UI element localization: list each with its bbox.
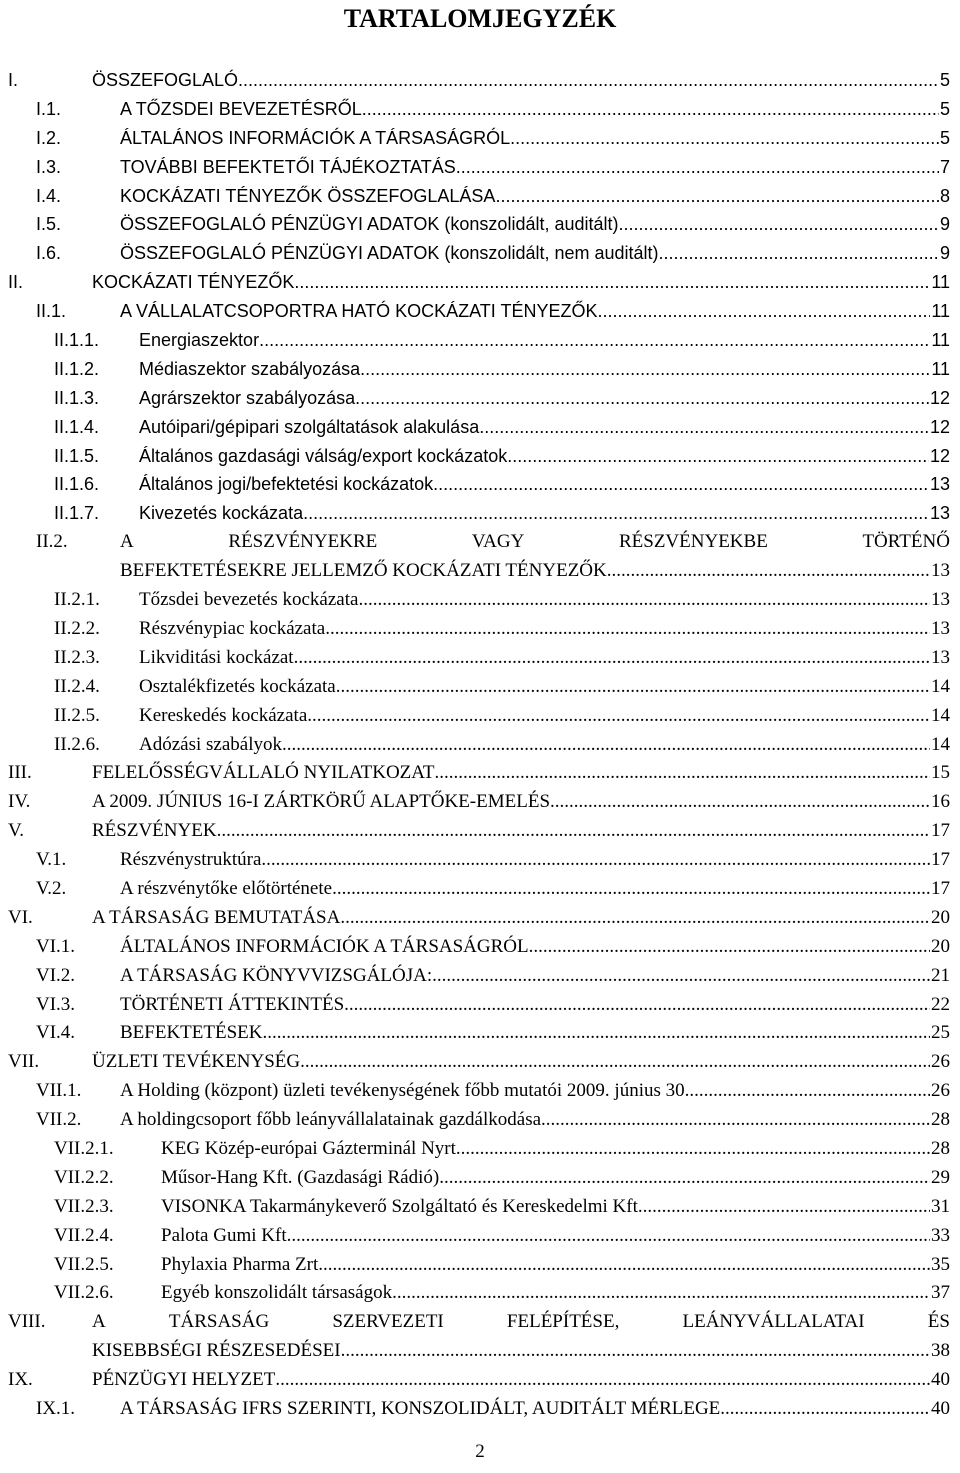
dot-leader [323,1251,930,1280]
dot-leader [461,1135,930,1164]
toc-entry-line [161,1135,950,1164]
toc-entry-page: 13 [931,560,950,582]
toc-entry-number: II.2.1. [54,589,100,611]
toc-entry-line [120,153,950,182]
dot-leader [529,933,930,962]
toc-entry[interactable] [0,702,960,731]
toc-entry-page: 26 [931,1051,950,1073]
toc-entry-page: 17 [931,820,950,842]
toc-entry[interactable] [0,182,960,211]
toc-entry-page: 40 [931,1369,950,1391]
toc-entry-number: VI.3. [36,993,76,1015]
toc-entry[interactable] [0,904,960,933]
toc-entry-line [120,95,950,124]
dot-leader [432,962,930,991]
dot-leader [619,210,939,239]
toc-entry-page: 13 [929,503,950,524]
toc-entry[interactable] [0,817,960,846]
toc-entry-number: VII. [8,1051,40,1073]
toc-entry-page: 16 [931,791,950,813]
toc-entry-page: 5 [939,70,950,90]
toc-entry-title: A TÁRSASÁG KÖNYVVIZSGÁLÓJA: [120,964,433,986]
toc-entry[interactable] [0,1019,960,1048]
toc-entry-line [139,644,950,673]
dot-leader [336,673,930,702]
toc-entry-line [139,499,950,528]
toc-entry[interactable] [0,1222,960,1251]
dot-leader [340,904,930,933]
toc-entry-title: PÉNZÜGYI HELYZET [92,1369,276,1391]
dot-leader [341,1337,930,1366]
dot-leader [360,355,930,384]
dot-leader [495,182,939,211]
toc-entry-page: 13 [931,589,950,611]
toc-entry-page: 15 [931,762,950,784]
toc-entry-page: 5 [939,98,950,119]
toc-entry-title: A 2009. JÚNIUS 16-I ZÁRTKÖRŰ ALAPTŐKE-EMELÉS [92,791,551,813]
toc-entry-title: BEFEKTETÉSEK [120,1022,263,1044]
toc-entry-line [92,268,950,297]
dot-leader [510,124,939,153]
toc-entry-title-word: VAGY [471,531,525,553]
toc-entry-line [161,1279,950,1308]
toc-entry-page: 13 [929,474,950,495]
toc-entry-line [120,991,950,1020]
toc-entry[interactable] [0,413,960,442]
toc-entry-page: 20 [931,935,950,957]
toc-entry-number: II.2.5. [54,704,100,726]
toc-entry-title: TÖRTÉNETI ÁTTEKINTÉS [120,993,345,1015]
toc-entry-line [161,1193,950,1222]
dot-leader [439,1164,930,1193]
toc-entry[interactable] [0,442,960,471]
page-title: TARTALOMJEGYZÉK [343,4,617,33]
toc-entry-number: VII.2. [36,1109,82,1131]
toc-entry-number: VI.1. [36,935,76,957]
toc-entry[interactable] [0,846,960,875]
toc-entry[interactable] [0,991,960,1020]
toc-entry-number: I.2. [36,127,62,148]
toc-entry-line [120,962,950,991]
toc-entry[interactable] [0,95,960,124]
toc-entry-title: Részvénypiac kockázata [139,617,326,639]
toc-entry-title-word: LEÁNYVÁLLALATAI [682,1311,865,1333]
toc-entry-number: VI. [8,906,33,928]
toc-entry-page: 12 [929,387,950,408]
toc-entry-line [92,1337,950,1366]
dot-leader [303,499,929,528]
toc-entry-number: II.1. [36,301,67,322]
dot-leader [435,759,931,788]
toc-entry-title: Részvénystruktúra [120,849,262,871]
dot-leader [479,413,929,442]
toc-entry-page: 12 [929,445,950,466]
toc-entry-line [139,355,950,384]
toc-entry-page: 26 [931,1080,950,1102]
toc-entry-number: VII.2.5. [54,1253,114,1275]
toc-entry[interactable] [0,1279,960,1308]
toc-entry[interactable] [0,66,960,95]
toc-entry-number: VII.2.1. [54,1137,114,1159]
toc-entry-page: 9 [939,214,950,235]
toc-entry-line [139,586,950,615]
toc-entry-page: 5 [939,127,950,148]
toc-entry-page: 29 [931,1166,950,1188]
dot-leader [456,153,939,182]
toc-entry-line [92,66,950,95]
toc-entry-number: II. [8,272,24,293]
toc-entry-number: I.4. [36,185,62,206]
toc-entry-number: I.3. [36,156,62,177]
toc-entry-page: 37 [931,1282,950,1304]
toc-entry-page: 17 [931,877,950,899]
toc-entry[interactable] [0,326,960,355]
dot-leader [689,1077,930,1106]
toc-entry-line [120,1106,950,1135]
toc-entry-line [139,673,950,702]
toc-entry-title: KOCKÁZATI TÉNYEZŐK ÖSSZEFOGLALÁSA [120,185,496,206]
toc-entry-number: II.1.1. [54,330,100,351]
dot-leader [261,846,930,875]
toc-entry-line [120,875,950,904]
toc-entry-page: 8 [939,185,950,206]
toc-entry-page: 14 [931,704,950,726]
toc-entry-number: VII.2.3. [54,1195,114,1217]
toc-entry-number: IX.1. [36,1398,76,1419]
toc-entry-line [139,731,950,760]
toc-entry[interactable] [0,239,960,268]
toc-entry-line [120,1395,950,1424]
toc-entry-line [120,124,950,153]
toc-entry-line [139,326,950,355]
toc-entry-line [120,210,950,239]
toc-entry-title-word: RÉSZVÉNYEKBE [618,531,768,553]
toc-entry-title: Általános gazdasági válság/export kockázatok [139,445,508,466]
toc-entry[interactable] [0,1135,960,1164]
toc-entry-line [161,1164,950,1193]
toc-entry-title: Tőzsdei bevezetés kockázata [139,589,359,611]
toc-entry-line [120,846,950,875]
toc-entry[interactable] [0,1395,960,1424]
toc-entry-title: Autóipari/gépipari szolgáltatások alakulása [139,416,480,437]
toc-entry-title: FELELŐSSÉGVÁLLALÓ NYILATKOZAT [92,762,435,784]
toc-entry-page: 28 [931,1137,950,1159]
toc-entry[interactable] [0,1164,960,1193]
toc-entry[interactable] [0,1251,960,1280]
toc-entry-title-word: FELÉPÍTÉSE, [506,1311,620,1333]
toc-entry-title: A TŐZSDEI BEVEZETÉSRŐL [120,98,362,119]
toc-entry-number: II.1.3. [54,387,100,408]
toc-entry-page: 11 [931,301,950,322]
toc-entry-page: 20 [931,906,950,928]
toc-entry[interactable] [0,210,960,239]
toc-entry-line [139,442,950,471]
dot-leader [597,297,930,326]
toc-entry-page: 21 [931,964,950,986]
toc-entry-title: A Holding (központ) üzleti tevékenységének főbb mutatói 2009. június 30. [120,1080,690,1102]
toc-entry-page: 22 [931,993,950,1015]
dot-leader [358,586,930,615]
toc-entry[interactable] [0,673,960,702]
toc-entry-title: TOVÁBBI BEFEKTETŐI TÁJÉKOZTATÁS [120,156,456,177]
toc-entry[interactable] [0,962,960,991]
toc-entry-number: IV. [8,791,31,813]
toc-entry-title: ÖSSZEFOGLALÓ PÉNZÜGYI ADATOK (konszolidált, auditált) [120,214,619,235]
dot-leader [238,66,939,95]
toc-entry-number: VI.4. [36,1022,76,1044]
toc-entry-number: II.2. [36,531,68,553]
toc-entry-page: 11 [931,272,950,293]
toc-entry-title: ÖSSZEFOGLALÓ PÉNZÜGYI ADATOK (konszolidált, nem auditált) [120,243,659,264]
toc-entry-title: Kivezetés kockázata [139,503,304,524]
toc-entry[interactable] [0,384,960,413]
toc-entry-line [120,1019,950,1048]
toc-entry-number: VII.2.6. [54,1282,114,1304]
toc-entry-line [161,1251,950,1280]
toc-entry[interactable] [0,586,960,615]
toc-entry-number: I.1. [36,98,62,119]
dot-leader [355,384,929,413]
toc-entry-number: I.5. [36,214,62,235]
toc-entry[interactable] [0,731,960,760]
toc-entry-number: VII.2.2. [54,1166,114,1188]
toc-entry-title: Likviditási kockázat [139,646,294,668]
dot-leader [344,991,930,1020]
toc-entry-title: Médiaszektor szabályozása [139,358,361,379]
toc-entry-title: ÁLTALÁNOS INFORMÁCIÓK A TÁRSASÁGRÓL [120,127,511,148]
toc-entry-line [161,1222,950,1251]
toc-entry[interactable] [0,644,960,673]
toc-entry-line [139,615,950,644]
toc-entry-page: 31 [931,1195,950,1217]
toc-entry-title: KISEBBSÉGI RÉSZESEDÉSEI [92,1340,341,1362]
toc-entry-title-word: RÉSZVÉNYEKRE [228,531,378,553]
toc-entry-title: ÜZLETI TEVÉKENYSÉG [92,1051,301,1073]
dot-leader [291,1222,930,1251]
toc-entry-number: II.2.4. [54,675,100,697]
toc-entry[interactable] [0,1077,960,1106]
toc-entry-title-word: SZERVEZETI [332,1311,444,1333]
toc-entry-number: VIII. [8,1311,46,1333]
dot-leader [643,1193,930,1222]
toc-entry-page: 28 [931,1109,950,1131]
toc-entry-number: II.2.2. [54,617,100,639]
toc-entry-number: V. [8,820,25,842]
toc-entry-line [120,933,950,962]
toc-entry[interactable] [0,124,960,153]
toc-entry-title: A holdingcsoport főbb leányvállalatainak gazdálkodása [120,1109,542,1131]
toc-entry-number: II.1.2. [54,358,100,379]
toc-entry-page: 33 [931,1224,950,1246]
dot-leader [263,1019,931,1048]
toc-entry-number: II.1.4. [54,416,100,437]
toc-entry-page: 40 [931,1398,950,1419]
dot-leader [433,470,929,499]
toc-entry-number: II.2.6. [54,733,100,755]
toc-entry-number: I.6. [36,243,62,264]
toc-entry-line [139,384,950,413]
toc-entry-line [92,759,950,788]
toc-entry-title: Agrárszektor szabályozása [139,387,356,408]
toc-entry-page: 13 [931,646,950,668]
toc-entry-number: III. [8,762,32,784]
toc-entry-title: VISONKA Takarmánykeverő Szolgáltató és Kereskedelmi Kft. [161,1195,643,1217]
toc-entry-title: Osztalékfizetés kockázata [139,675,336,697]
toc-entry[interactable] [0,297,960,326]
toc-entry-title: KEG Közép-európai Gázterminál Nyrt. [161,1137,461,1159]
toc-entry-line [139,702,950,731]
toc-entry-title: A VÁLLALATCSOPORTRA HATÓ KOCKÁZATI TÉNYEZŐK [120,301,598,322]
toc-entry-page: 17 [931,849,950,871]
dot-leader [294,644,930,673]
toc-entry-number: II.1.5. [54,445,100,466]
toc-entry[interactable] [0,528,960,586]
page-number: 2 [475,1441,485,1462]
toc-entry-line [92,817,950,846]
dot-leader [332,875,930,904]
toc-entry-line [92,788,950,817]
toc-entry-title: ÁLTALÁNOS INFORMÁCIÓK A TÁRSASÁGRÓL [120,935,529,957]
toc-entry-title: A TÁRSASÁG BEMUTATÁSA [92,906,341,928]
toc-entry-number: V.2. [36,877,67,899]
dot-leader [550,788,930,817]
toc-entry-title-word: A [120,531,134,553]
toc-entry-title: Phylaxia Pharma Zrt. [161,1253,323,1275]
toc-entry-title-line1 [120,528,950,557]
toc-entry-page: 35 [931,1253,950,1275]
toc-entry[interactable] [0,1048,960,1077]
toc-entry-title: ÖSSZEFOGLALÓ [92,70,239,90]
dot-leader [720,1395,930,1424]
toc-entry[interactable] [0,153,960,182]
toc-entry-line [120,182,950,211]
toc-entry-title: BEFEKTETÉSEKRE JELLEMZŐ KOCKÁZATI TÉNYEZŐK [120,560,607,582]
toc-entry-title: Kereskedés kockázata [139,704,308,726]
toc-entry[interactable] [0,268,960,297]
toc-entry-number: I. [8,70,19,90]
toc-entry-title-line1 [92,1308,950,1337]
toc-entry[interactable] [0,759,960,788]
toc-entry-line [120,297,950,326]
toc-entry-number: IX. [8,1369,33,1391]
toc-entry-number: V.1. [36,849,67,871]
toc-entry[interactable] [0,1106,960,1135]
toc-entry-number: II.1.6. [54,474,100,495]
dot-leader [294,268,930,297]
toc-entry-line [139,413,950,442]
dot-leader [392,1279,930,1308]
toc-entry-page: 14 [931,733,950,755]
toc-entry-title-word: ÉS [927,1311,950,1333]
toc-entry-title: Palota Gumi Kft. [161,1224,292,1246]
toc-entry[interactable] [0,1308,960,1366]
toc-entry-line [139,470,950,499]
toc-entry-title: Energiaszektor [139,330,260,351]
toc-entry-title: RÉSZVÉNYEK [92,820,217,842]
toc-entry-title: A részvénytőke előtörténete [120,877,333,899]
toc-entry-title-word: TÁRSASÁG [168,1311,270,1333]
toc-entry[interactable] [0,499,960,528]
dot-leader [282,731,930,760]
toc-entry-title: Adózási szabályok [139,733,282,755]
toc-entry-number: VII.1. [36,1080,82,1102]
dot-leader [275,1366,930,1395]
toc-entry-title: A TÁRSASÁG IFRS SZERINTI, KONSZOLIDÁLT, AUDITÁLT MÉRLEGE [120,1398,721,1419]
toc-entry-number: VII.2.4. [54,1224,114,1246]
table-of-contents [0,66,960,1424]
toc-entry-title: Egyéb konszolidált társaságok [161,1282,393,1304]
toc-entry-page: 14 [931,675,950,697]
toc-entry-title-word: TÖRTÉNŐ [862,531,950,553]
toc-entry-page: 13 [931,617,950,639]
dot-leader [259,326,930,355]
toc-entry-title: Általános jogi/befektetési kockázatok [139,474,434,495]
toc-entry-title: KOCKÁZATI TÉNYEZŐK [92,272,295,293]
dot-leader [300,1048,930,1077]
toc-entry-line [120,239,950,268]
toc-entry-line [120,557,950,586]
toc-entry-page: 11 [931,330,950,351]
toc-entry[interactable] [0,875,960,904]
toc-entry-title-word: A [92,1311,106,1333]
toc-entry-line [92,1366,950,1395]
toc-entry[interactable] [0,470,960,499]
toc-entry[interactable] [0,355,960,384]
toc-entry-page: 25 [931,1022,950,1044]
dot-leader [362,95,939,124]
toc-entry-page: 38 [931,1340,950,1362]
toc-entry-page: 12 [929,416,950,437]
toc-entry[interactable] [0,933,960,962]
dot-leader [217,817,930,846]
toc-entry[interactable] [0,1366,960,1395]
toc-entry[interactable] [0,788,960,817]
toc-entry-title: Műsor-Hang Kft. (Gazdasági Rádió) [161,1166,440,1188]
toc-entry-line [120,1077,950,1106]
toc-entry-line [92,1048,950,1077]
dot-leader [659,239,939,268]
toc-entry-number: VI.2. [36,964,76,986]
toc-entry-number: II.1.7. [54,503,100,524]
toc-entry-page: 11 [931,358,950,379]
toc-entry-page: 7 [939,156,950,177]
toc-entry[interactable] [0,615,960,644]
dot-leader [541,1106,930,1135]
dot-leader [507,442,929,471]
dot-leader [325,615,930,644]
toc-entry[interactable] [0,1193,960,1222]
dot-leader [607,557,930,586]
dot-leader [307,702,930,731]
toc-entry-page: 9 [939,243,950,264]
toc-entry-number: II.2.3. [54,646,100,668]
toc-entry-line [92,904,950,933]
